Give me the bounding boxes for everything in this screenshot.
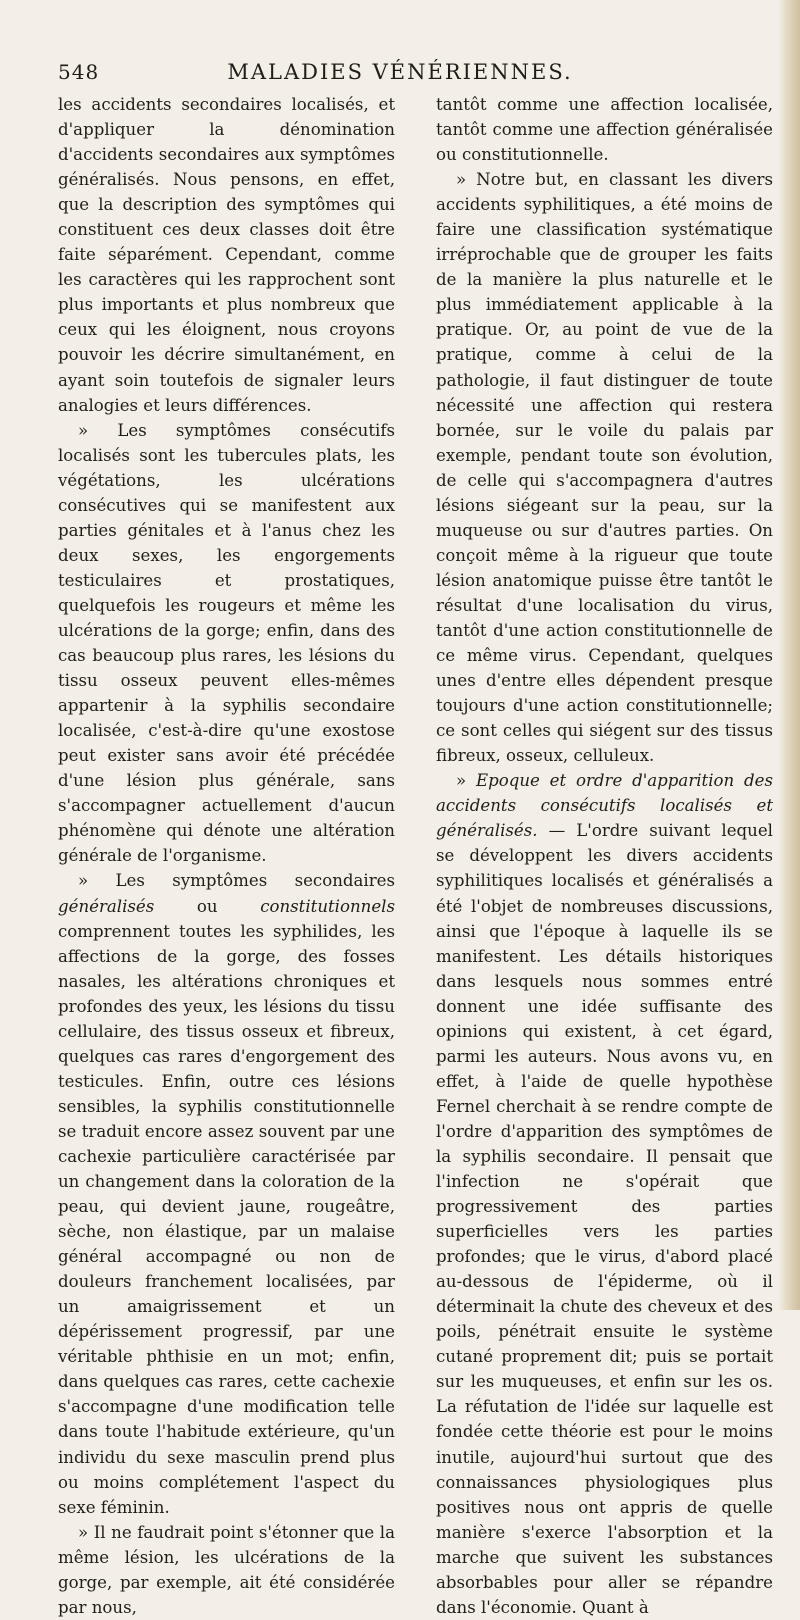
page-edge: [778, 0, 800, 1310]
running-title: MALADIES VÉNÉRIENNES.: [227, 60, 573, 84]
section-heading: Epoque et ordre d'apparition des accidents consécutifs localisés et généralisés.: [436, 771, 773, 841]
paragraph: les accidents secondaires localisés, et d'appliquer la dénomination d'accidents secondaires aux symptômes généralisés. Nous pensons, en effet, que la description des symptômes qui constituent ces deux classes doit être faite séparément. Cependant, comme les caractères qui les rapprochent sont plus importants et plus nombreux que ceux qui les éloignent, nous croyons pouvoir les décrire simultanément, en ayant soin toutefois de signaler leurs analogies et leurs différences.: [58, 95, 395, 415]
paragraph-text: — L'ordre suivant lequel se développent les divers accidents syphilitiques localisés et généralisés a été l'objet de nombreuses discussions, ainsi que l'époque à laquelle ils se manifestent. Les détails historiques dans lesquels nous sommes entré donnent une idée suffisante des opinions qui existent, à cet égard, parmi les auteurs. Nous avons vu, en effet, à l'aide de quelle hypothèse Fernel cherchait à se rendre compte de l'ordre d'apparition des symptômes de la syphilis secondaire. Il pensait que l'infection ne s'opérait que progressivement des parties superficielles vers les parties profondes; que le virus, d'abord placé au-dessous de l'épiderme, où il déterminait la chute des cheveux et des poils, pénétrait ensuite le système cutané proprement dit; puis se portait sur les muqueuses, et enfin sur les os. La réfutation de l'idée sur laquelle est fondée cette théorie est pour le moins inutile, aujourd'hui surtout que des connaissances physiologiques plus positives nous ont appris de quelle manière s'exerce l'absorption et la marche que suivent les substances absorbables pour aller se répandre dans l'économie. Quant à: [436, 821, 773, 1617]
left-column: [58, 92, 395, 1620]
paragraph-text: »: [456, 771, 467, 791]
paragraph: [58, 868, 395, 1519]
paragraph: tantôt comme une affection localisée, tantôt comme une affection généralisée ou constitutionnelle.: [436, 95, 773, 165]
paragraph-text: » Les symptômes secondaires: [78, 871, 395, 891]
page-number: 548: [58, 60, 100, 84]
paragraph: [436, 768, 773, 1620]
italic-term: généralisés: [58, 896, 155, 916]
paragraph: » Notre but, en classant les divers accidents syphilitiques, a été moins de faire une classification systématique irréprochable que de grouper les faits de la manière la plus naturelle et le plus immédiatement applicable à la pratique. Or, au point de vue de la pratique, comme à celui de la pathologie, il faut distinguer de toute nécessité une affection qui restera bornée, sur le voile du palais par exemple, pendant toute son évolution, de celle qui s'accompagnera d'autres lésions siégeant sur la peau, sur la muqueuse ou sur d'autres parties. On conçoit même à la rigueur que toute lésion anatomique puisse être tantôt le résultat d'une localisation du virus, tantôt d'une action constitutionnelle de ce même virus. Cependant, quelques unes d'entre elles dépendent presque toujours d'une action constitutionnelle; ce sont celles qui siégent sur des tissus fibreux, osseux, celluleux.: [436, 170, 773, 766]
text-columns: [58, 92, 773, 1617]
paragraph: » Il ne faudrait point s'étonner que la même lésion, les ulcérations de la gorge, par exemple, ait été considérée par nous,: [58, 1522, 395, 1617]
italic-term: constitutionnels: [260, 896, 395, 916]
paragraph-text: comprennent toutes les syphilides, les affections de la gorge, des fosses nasales, les altérations chroniques et profondes des yeux, les lésions du tissu cellulaire, des tissus osseux et fibreux, quelques cas rares d'engorgement des testicules. Enfin, outre ces lésions sensibles, la syphilis constitutionnelle se traduit encore assez souvent par une cachexie particulière caractérisée par un changement dans la coloration de la peau, qui devient jaune, rougeâtre, sèche, non élastique, par un malaise général accompagné ou non de douleurs franchement localisées, par un amaigrissement et un dépérissement progressif, par une véritable phthisie en un mot; enfin, dans quelques cas rares, cette cachexie s'accompagne d'une modification telle dans toute l'habitude extérieure, qu'un individu du sexe masculin prend plus ou moins complétement l'aspect du sexe féminin.: [58, 921, 395, 1517]
paragraph-text: ou: [196, 896, 218, 916]
paragraph: » Les symptômes consécutifs localisés sont les tubercules plats, les végétations, les ulcérations consécutives qui se manifestent aux parties génitales et à l'anus chez les deux sexes, les engorgements testiculaires et prostatiques, quelquefois les rougeurs et même les ulcérations de la gorge; enfin, dans des cas beaucoup plus rares, les lésions du tissu osseux peuvent elles-mêmes appartenir à la syphilis secondaire localisée, c'est-à-dire qu'une exostose peut exister sans avoir été précédée d'une lésion plus générale, sans s'accompagner actuellement d'aucun phénomène qui dénote une altération générale de l'organisme.: [58, 420, 395, 866]
right-column: [436, 92, 773, 1620]
